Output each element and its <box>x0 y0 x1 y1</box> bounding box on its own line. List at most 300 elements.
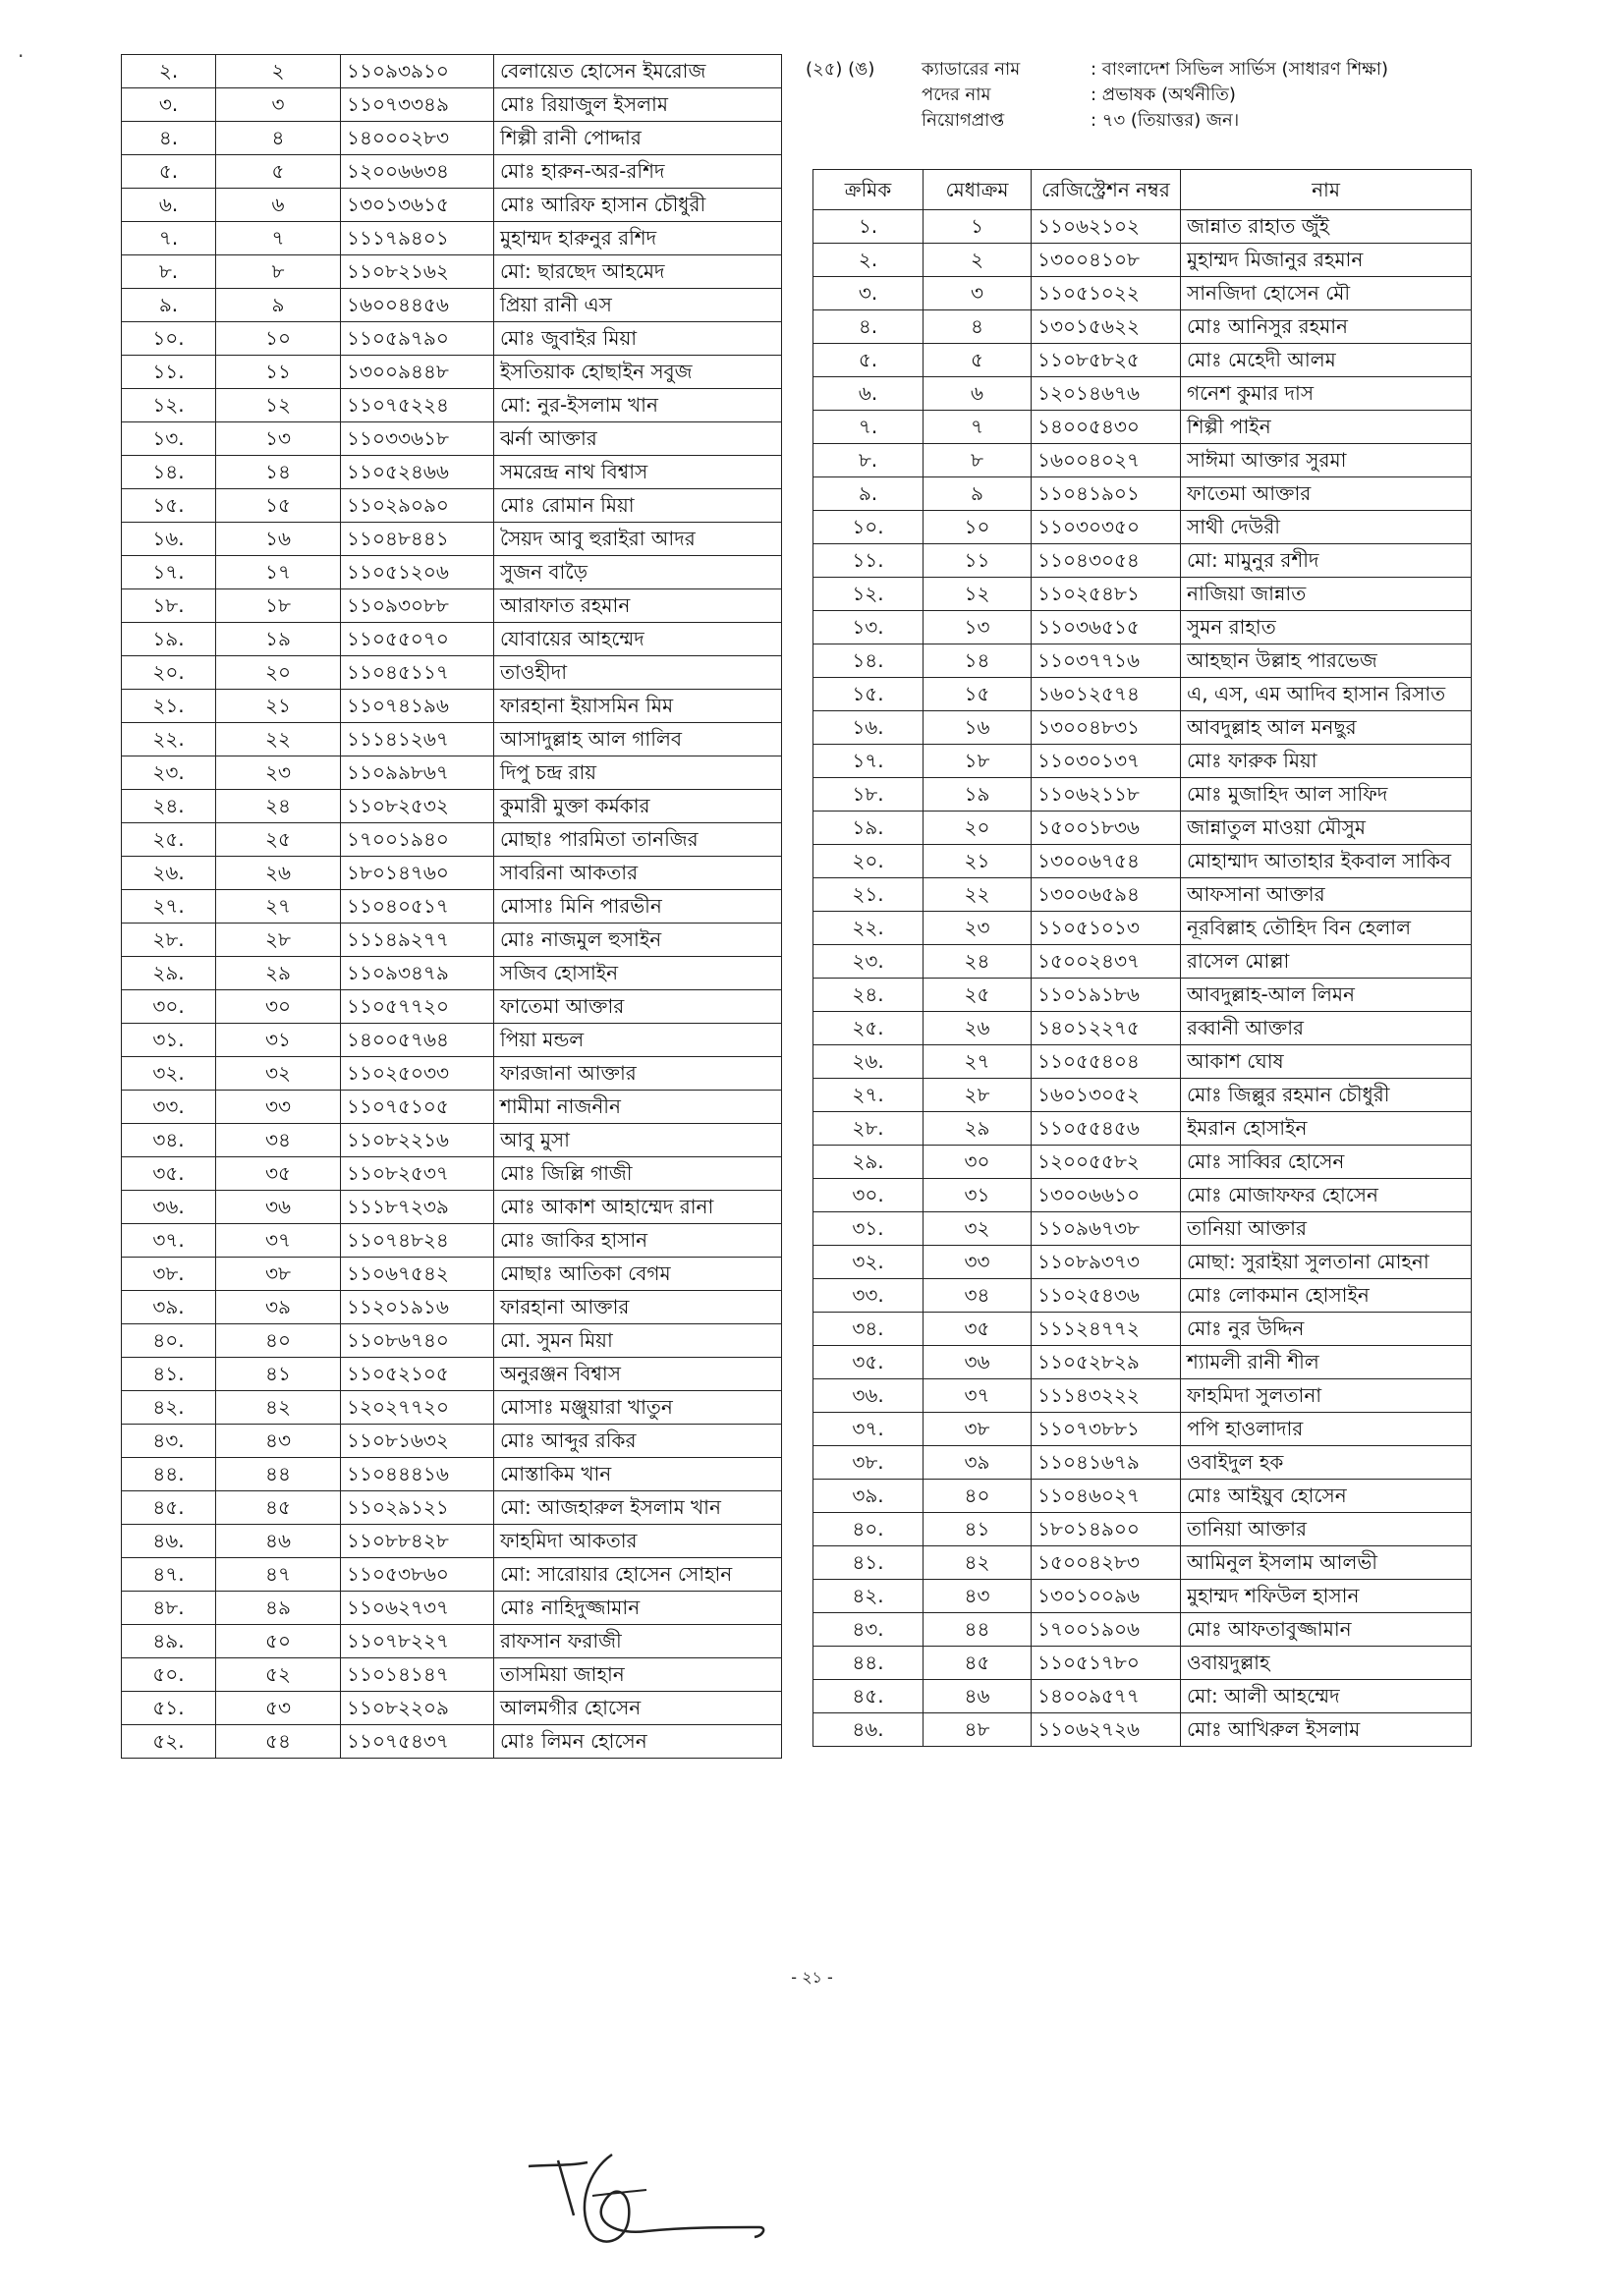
table-row <box>122 1625 782 1658</box>
table-row <box>122 523 782 556</box>
registration-cell: ১১০১৪১৪৭ <box>341 1658 494 1692</box>
serial-cell: ৩৭. <box>813 1413 924 1446</box>
name-cell: ইমরান হোসাইন <box>1181 1112 1472 1146</box>
name-cell: মোছাঃ পারমিতা তানজির <box>494 823 782 857</box>
left-table-body <box>122 55 782 1759</box>
serial-cell: ২. <box>122 55 216 88</box>
name-cell: এ, এস, এম আদিব হাসান রিসাত <box>1181 678 1472 711</box>
merit-cell: ২ <box>924 244 1032 277</box>
merit-cell: ১২ <box>924 578 1032 611</box>
serial-cell: ৭. <box>122 222 216 255</box>
merit-cell: ১৩ <box>924 611 1032 644</box>
name-cell: রব্বানী আক্তার <box>1181 1012 1472 1045</box>
name-cell: ফারহানা ইয়াসমিন মিম <box>494 690 782 723</box>
name-cell: বেলায়েত হোসেন ইমরোজ <box>494 55 782 88</box>
table-row <box>122 656 782 690</box>
merit-cell: ৩ <box>924 277 1032 310</box>
cadre-info <box>806 57 1513 134</box>
serial-cell: ৩৫. <box>813 1346 924 1379</box>
merit-cell: ১ <box>924 210 1032 244</box>
merit-cell: ২৯ <box>216 957 341 990</box>
table-row <box>122 456 782 489</box>
table-row <box>122 890 782 924</box>
table-row <box>122 389 782 422</box>
registration-cell: ১৩০০৬৫৯৪ <box>1032 878 1181 912</box>
appointed-value: : ৭৩ (তিয়াত্তর) জন। <box>1091 110 1240 131</box>
name-cell: শিল্পী রানী পোদ্দার <box>494 122 782 155</box>
registration-cell: ১১০৭৫১০৫ <box>341 1091 494 1124</box>
registration-cell: ১৩০০৯৪৪৮ <box>341 356 494 389</box>
registration-cell: ১১০৫২১০৫ <box>341 1358 494 1391</box>
table-row <box>122 222 782 255</box>
name-cell: মোঃ রোমান মিয়া <box>494 489 782 523</box>
serial-cell: ৪৪. <box>813 1647 924 1680</box>
name-cell: মো: আজহারুল ইসলাম খান <box>494 1491 782 1525</box>
table-header-row <box>813 170 1472 210</box>
serial-cell: ৩১. <box>813 1212 924 1246</box>
serial-cell: ৪১. <box>122 1358 216 1391</box>
table-row <box>813 1346 1472 1379</box>
serial-cell: ২৭. <box>122 890 216 924</box>
registration-cell: ১২০২৭৭২০ <box>341 1391 494 1425</box>
appointed-label: নিয়োগপ্রাপ্ত <box>922 110 1005 131</box>
registration-cell: ১১০৫২৪৬৬ <box>341 456 494 489</box>
serial-cell: ২৫. <box>813 1012 924 1045</box>
registration-cell: ১৬০০৪৪৫৬ <box>341 289 494 322</box>
registration-cell: ১১০৬২১১৮ <box>1032 778 1181 812</box>
registration-cell: ১১০৫৭৭২০ <box>341 990 494 1024</box>
merit-cell: ৩৬ <box>216 1191 341 1224</box>
name-cell: শ্যামলী রানী শীল <box>1181 1346 1472 1379</box>
table-row <box>813 377 1472 411</box>
registration-cell: ১৪০১২২৭৫ <box>1032 1012 1181 1045</box>
name-cell: মোঃ আব্দুর রকির <box>494 1425 782 1458</box>
registration-cell: ১২০০৫৫৮২ <box>1032 1146 1181 1179</box>
merit-cell: ৩৫ <box>216 1157 341 1191</box>
serial-cell: ২৬. <box>813 1045 924 1079</box>
table-row <box>813 1413 1472 1446</box>
name-cell: সাবরিনা আকতার <box>494 857 782 890</box>
name-cell: আকাশ ঘোষ <box>1181 1045 1472 1079</box>
name-cell: ফাতেমা আক্তার <box>494 990 782 1024</box>
serial-cell: ৩৯. <box>813 1480 924 1513</box>
merit-cell: ৪৫ <box>924 1647 1032 1680</box>
serial-cell: ১৪. <box>122 456 216 489</box>
registration-cell: ১৬০০৪০২৭ <box>1032 444 1181 477</box>
serial-cell: ৪৩. <box>813 1613 924 1647</box>
serial-cell: ১২. <box>122 389 216 422</box>
table-row <box>813 210 1472 244</box>
merit-cell: ১৫ <box>216 489 341 523</box>
name-cell: মোছা: সুরাইয়া সুলতানা মোহনা <box>1181 1246 1472 1279</box>
table-row <box>813 1313 1472 1346</box>
table-row <box>122 122 782 155</box>
registration-cell: ১১০২৯০৯০ <box>341 489 494 523</box>
name-cell: মোহাম্মাদ আতাহার ইকবাল সাকিব <box>1181 845 1472 878</box>
table-row <box>813 1079 1472 1112</box>
registration-cell: ১১০৫২৮২৯ <box>1032 1346 1181 1379</box>
serial-cell: ১৭. <box>122 556 216 589</box>
table-row <box>122 623 782 656</box>
merit-cell: ৪৫ <box>216 1491 341 1525</box>
registration-cell: ১৮০১৪৭৬০ <box>341 857 494 890</box>
table-row <box>813 511 1472 544</box>
merit-cell: ৩২ <box>216 1057 341 1091</box>
registration-cell: ১৭০০১৯৪০ <box>341 823 494 857</box>
table-row <box>122 756 782 790</box>
serial-cell: ৩১. <box>122 1024 216 1057</box>
table-row <box>813 1179 1472 1212</box>
serial-cell: ২৩. <box>813 945 924 979</box>
serial-cell: ৩০. <box>122 990 216 1024</box>
table-row <box>813 644 1472 678</box>
merit-cell: ২০ <box>924 812 1032 845</box>
serial-cell: ৫. <box>122 155 216 189</box>
registration-cell: ১৬০১৩০৫২ <box>1032 1079 1181 1112</box>
registration-cell: ১১০৭৮২২৭ <box>341 1625 494 1658</box>
merit-cell: ৩৩ <box>924 1246 1032 1279</box>
registration-cell: ১৮০১৪৯০০ <box>1032 1513 1181 1546</box>
serial-cell: ৪০. <box>122 1324 216 1358</box>
serial-cell: ৩৩. <box>813 1279 924 1313</box>
merit-cell: ৩৩ <box>216 1091 341 1124</box>
merit-cell: ৯ <box>924 477 1032 511</box>
serial-cell: ১৬. <box>122 523 216 556</box>
registration-cell: ১১০৫৫৪৫৬ <box>1032 1112 1181 1146</box>
table-row <box>122 1091 782 1124</box>
registration-cell: ১১০৯৬৭৩৮ <box>1032 1212 1181 1246</box>
registration-cell: ১১০৪১৬৭৯ <box>1032 1446 1181 1480</box>
registration-cell: ১১০৫৯৭৯০ <box>341 322 494 356</box>
name-cell: আমিনুল ইসলাম আলভী <box>1181 1546 1472 1580</box>
table-row <box>122 723 782 756</box>
registration-cell: ১১০৭৫২২৪ <box>341 389 494 422</box>
table-row <box>122 924 782 957</box>
registration-cell: ১১০৮২২০৯ <box>341 1692 494 1725</box>
name-cell: মোঃ মুজাহিদ আল সাফিদ <box>1181 778 1472 812</box>
registration-cell: ১১১৭৯৪০১ <box>341 222 494 255</box>
registration-cell: ১৪০০৫৭৬৪ <box>341 1024 494 1057</box>
name-cell: ফাহমিদা সুলতানা <box>1181 1379 1472 1413</box>
table-row <box>813 1613 1472 1647</box>
name-cell: রাসেল মোল্লা <box>1181 945 1472 979</box>
registration-cell: ১৩০০৬৭৫৪ <box>1032 845 1181 878</box>
name-cell: সুমন রাহাত <box>1181 611 1472 644</box>
name-cell: মোঃ আকাশ আহাম্মেদ রানা <box>494 1191 782 1224</box>
table-row <box>813 912 1472 945</box>
merit-cell: ২৪ <box>216 790 341 823</box>
merit-cell: ৪৭ <box>216 1558 341 1592</box>
registration-cell: ১১০৭৪৮২৪ <box>341 1224 494 1258</box>
serial-cell: ১০. <box>122 322 216 356</box>
merit-cell: ৩ <box>216 88 341 122</box>
registration-cell: ১১০৫১৭৮০ <box>1032 1647 1181 1680</box>
merit-cell: ১৪ <box>924 644 1032 678</box>
registration-cell: ১১০৪০৫১৭ <box>341 890 494 924</box>
merit-cell: ৫০ <box>216 1625 341 1658</box>
serial-cell: ৪৯. <box>122 1625 216 1658</box>
table-row <box>813 1546 1472 1580</box>
merit-cell: ১১ <box>924 544 1032 578</box>
merit-cell: ৪ <box>216 122 341 155</box>
registration-cell: ১১০১৯১৮৬ <box>1032 979 1181 1012</box>
table-row <box>813 244 1472 277</box>
name-cell: জান্নাত রাহাত জুঁই <box>1181 210 1472 244</box>
serial-cell: ৪০. <box>813 1513 924 1546</box>
section-ref: (২৫) (ঙ) <box>806 59 875 80</box>
registration-cell: ১১০৬৭৫৪২ <box>341 1258 494 1291</box>
merit-cell: ৪৬ <box>924 1680 1032 1713</box>
merit-cell: ৪৪ <box>216 1458 341 1491</box>
name-cell: ফাহমিদা আকতার <box>494 1525 782 1558</box>
registration-cell: ১২০০৬৬৩৪ <box>341 155 494 189</box>
table-row <box>813 1513 1472 1546</box>
table-row <box>813 979 1472 1012</box>
merit-cell: ৬ <box>216 189 341 222</box>
merit-cell: ৩৮ <box>924 1413 1032 1446</box>
serial-cell: ১২. <box>813 578 924 611</box>
serial-cell: ৭. <box>813 411 924 444</box>
table-row <box>813 1212 1472 1246</box>
merit-cell: ৯ <box>216 289 341 322</box>
serial-cell: ২৫. <box>122 823 216 857</box>
serial-cell: ৮. <box>813 444 924 477</box>
serial-cell: ৩৩. <box>122 1091 216 1124</box>
name-cell: মোছাঃ আতিকা বেগম <box>494 1258 782 1291</box>
registration-cell: ১১০৪১৯০১ <box>1032 477 1181 511</box>
serial-cell: ২৬. <box>122 857 216 890</box>
registration-cell: ১১০২৫০৩৩ <box>341 1057 494 1091</box>
name-cell: মোঃ রিয়াজুল ইসলাম <box>494 88 782 122</box>
table-row <box>813 711 1472 745</box>
right-results-table <box>812 169 1472 1747</box>
registration-cell: ১৩০১৫৬২২ <box>1032 310 1181 344</box>
table-row <box>813 778 1472 812</box>
serial-cell: ১. <box>813 210 924 244</box>
name-cell: তাসমিয়া জাহান <box>494 1658 782 1692</box>
merit-cell: ৩৪ <box>924 1279 1032 1313</box>
name-cell: মুহাম্মদ শফিউল হাসান <box>1181 1580 1472 1613</box>
table-row <box>813 878 1472 912</box>
table-row <box>122 1258 782 1291</box>
serial-cell: ৯. <box>813 477 924 511</box>
merit-cell: ১৮ <box>924 745 1032 778</box>
registration-cell: ১১০৯৩৪৭৯ <box>341 957 494 990</box>
table-row <box>122 289 782 322</box>
name-cell: মোঃ ফারুক মিয়া <box>1181 745 1472 778</box>
name-cell: ফারজানা আক্তার <box>494 1057 782 1091</box>
serial-cell: ৪২. <box>813 1580 924 1613</box>
merit-cell: ৫ <box>924 344 1032 377</box>
cadre-info-row <box>806 57 1513 83</box>
left-results-table <box>121 54 782 1759</box>
name-cell: মোসাঃ মিনি পারভীন <box>494 890 782 924</box>
registration-cell: ১২০১৪৬৭৬ <box>1032 377 1181 411</box>
merit-cell: ২৯ <box>924 1112 1032 1146</box>
merit-cell: ২৫ <box>216 823 341 857</box>
table-row <box>122 1725 782 1759</box>
registration-cell: ১১০৪৮৪৪১ <box>341 523 494 556</box>
merit-cell: ৫২ <box>216 1658 341 1692</box>
table-row <box>122 1525 782 1558</box>
table-row <box>122 1024 782 1057</box>
registration-cell: ১১০৪৩০৫৪ <box>1032 544 1181 578</box>
serial-cell: ২৪. <box>122 790 216 823</box>
name-cell: রাফসান ফরাজী <box>494 1625 782 1658</box>
merit-cell: ৪৩ <box>216 1425 341 1458</box>
merit-cell: ৪৮ <box>924 1713 1032 1747</box>
serial-cell: ৩৮. <box>813 1446 924 1480</box>
name-cell: মোঃ আরিফ হাসান চৌধুরী <box>494 189 782 222</box>
serial-cell: ৫. <box>813 344 924 377</box>
table-row <box>122 1324 782 1358</box>
merit-cell: ৩৯ <box>216 1291 341 1324</box>
post-value: : প্রভাষক (অর্থনীতি) <box>1091 84 1236 105</box>
table-row <box>122 1124 782 1157</box>
name-cell: মোঃ লিমন হোসেন <box>494 1725 782 1759</box>
registration-cell: ১৫০০৪২৮৩ <box>1032 1546 1181 1580</box>
name-cell: মো: ছারছেদ আহমেদ <box>494 255 782 289</box>
name-cell: ফাতেমা আক্তার <box>1181 477 1472 511</box>
margin-mark: · <box>18 44 25 68</box>
serial-cell: ১৮. <box>813 778 924 812</box>
serial-cell: ২২. <box>813 912 924 945</box>
serial-cell: ১৯. <box>813 812 924 845</box>
merit-cell: ৪২ <box>216 1391 341 1425</box>
merit-cell: ৩৭ <box>216 1224 341 1258</box>
table-row <box>122 589 782 623</box>
name-cell: তাওহীদা <box>494 656 782 690</box>
merit-cell: ৭ <box>216 222 341 255</box>
serial-cell: ৪৫. <box>122 1491 216 1525</box>
merit-cell: ৩৪ <box>216 1124 341 1157</box>
serial-cell: ২০. <box>122 656 216 690</box>
merit-cell: ৪২ <box>924 1546 1032 1580</box>
merit-cell: ৩৮ <box>216 1258 341 1291</box>
table-row <box>122 1157 782 1191</box>
merit-cell: ২ <box>216 55 341 88</box>
registration-cell: ১১০৫৫০৭০ <box>341 623 494 656</box>
merit-cell: ৪৩ <box>924 1580 1032 1613</box>
merit-cell: ১৪ <box>216 456 341 489</box>
merit-cell: ৫৪ <box>216 1725 341 1759</box>
name-cell: ঝর্না আক্তার <box>494 422 782 456</box>
post-label: পদের নাম <box>922 84 991 105</box>
merit-cell: ২৬ <box>924 1012 1032 1045</box>
merit-cell: ১০ <box>216 322 341 356</box>
registration-cell: ১৩০০৬৬১০ <box>1032 1179 1181 1212</box>
right-table-body <box>813 210 1472 1747</box>
registration-cell: ১১০৮২২১৬ <box>341 1124 494 1157</box>
merit-cell: ১৬ <box>924 711 1032 745</box>
serial-cell: ১৫. <box>122 489 216 523</box>
serial-cell: ১৬. <box>813 711 924 745</box>
serial-cell: ৩. <box>813 277 924 310</box>
name-cell: নূরবিল্লাহ তৌহিদ বিন হেলাল <box>1181 912 1472 945</box>
registration-cell: ১১০৯৯৮৬৭ <box>341 756 494 790</box>
table-row <box>122 1057 782 1091</box>
merit-cell: ৫৩ <box>216 1692 341 1725</box>
registration-cell: ১১০৯৩৯১০ <box>341 55 494 88</box>
registration-cell: ১১০৮৫৮২৫ <box>1032 344 1181 377</box>
registration-cell: ১১০২৫৪৮১ <box>1032 578 1181 611</box>
registration-cell: ১১০৭৩৮৮১ <box>1032 1413 1181 1446</box>
merit-cell: ৩১ <box>216 1024 341 1057</box>
serial-cell: ৪. <box>813 310 924 344</box>
serial-cell: ৩৫. <box>122 1157 216 1191</box>
name-cell: মো. সুমন মিয়া <box>494 1324 782 1358</box>
merit-cell: ১০ <box>924 511 1032 544</box>
merit-cell: ২২ <box>216 723 341 756</box>
merit-cell: ৩৫ <box>924 1313 1032 1346</box>
name-cell: মো: আলী আহম্মেদ <box>1181 1680 1472 1713</box>
registration-cell: ১৩০১০০৯৬ <box>1032 1580 1181 1613</box>
serial-cell: ২২. <box>122 723 216 756</box>
table-row <box>122 1458 782 1491</box>
name-cell: অনুরঞ্জন বিশ্বাস <box>494 1358 782 1391</box>
registration-cell: ১১০২৫৪৩৬ <box>1032 1279 1181 1313</box>
table-row <box>813 1112 1472 1146</box>
name-cell: সমরেন্দ্র নাথ বিশ্বাস <box>494 456 782 489</box>
merit-cell: ১৬ <box>216 523 341 556</box>
table-row <box>122 55 782 88</box>
serial-cell: ৪৫. <box>813 1680 924 1713</box>
table-row <box>813 1446 1472 1480</box>
name-cell: মোঃ জুবাইর মিয়া <box>494 322 782 356</box>
name-cell: মোঃ নাহিদুজ্জামান <box>494 1592 782 1625</box>
table-row <box>813 745 1472 778</box>
table-row <box>813 1045 1472 1079</box>
table-row <box>122 1291 782 1324</box>
serial-cell: ২১. <box>813 878 924 912</box>
table-row <box>122 823 782 857</box>
table-row <box>122 1658 782 1692</box>
table-row <box>122 189 782 222</box>
name-cell: কুমারী মুক্তা কর্মকার <box>494 790 782 823</box>
merit-cell: ২১ <box>216 690 341 723</box>
name-cell: আফসানা আক্তার <box>1181 878 1472 912</box>
serial-cell: ৩৬. <box>122 1191 216 1224</box>
serial-cell: ১৫. <box>813 678 924 711</box>
table-row <box>122 690 782 723</box>
table-row <box>122 790 782 823</box>
registration-cell: ১১০৫১০১৩ <box>1032 912 1181 945</box>
merit-cell: ৩০ <box>216 990 341 1024</box>
serial-cell: ৩২. <box>122 1057 216 1091</box>
table-row <box>813 812 1472 845</box>
name-cell: সাথী দেউরী <box>1181 511 1472 544</box>
registration-cell: ১১০৯৩০৮৮ <box>341 589 494 623</box>
name-cell: মোঃ মোজাফফর হোসেন <box>1181 1179 1472 1212</box>
merit-cell: ২৭ <box>216 890 341 924</box>
name-cell: মোঃ আফতাবুজ্জামান <box>1181 1613 1472 1647</box>
serial-cell: ৪৬. <box>122 1525 216 1558</box>
registration-cell: ১১০৫৫৪০৪ <box>1032 1045 1181 1079</box>
name-cell: মো: সারোয়ার হোসেন সোহান <box>494 1558 782 1592</box>
merit-cell: ২৬ <box>216 857 341 890</box>
table-row <box>813 945 1472 979</box>
name-cell: শিল্পী পাইন <box>1181 411 1472 444</box>
name-cell: মুহাম্মদ মিজানুর রহমান <box>1181 244 1472 277</box>
serial-cell: ১৪. <box>813 644 924 678</box>
merit-cell: ৩০ <box>924 1146 1032 1179</box>
merit-cell: ২৮ <box>216 924 341 957</box>
registration-cell: ১৩০০৪১০৮ <box>1032 244 1181 277</box>
merit-cell: ৪৯ <box>216 1592 341 1625</box>
serial-cell: ৩৯. <box>122 1291 216 1324</box>
registration-cell: ১৩০০৪৮৩১ <box>1032 711 1181 745</box>
merit-cell: ৩৯ <box>924 1446 1032 1480</box>
